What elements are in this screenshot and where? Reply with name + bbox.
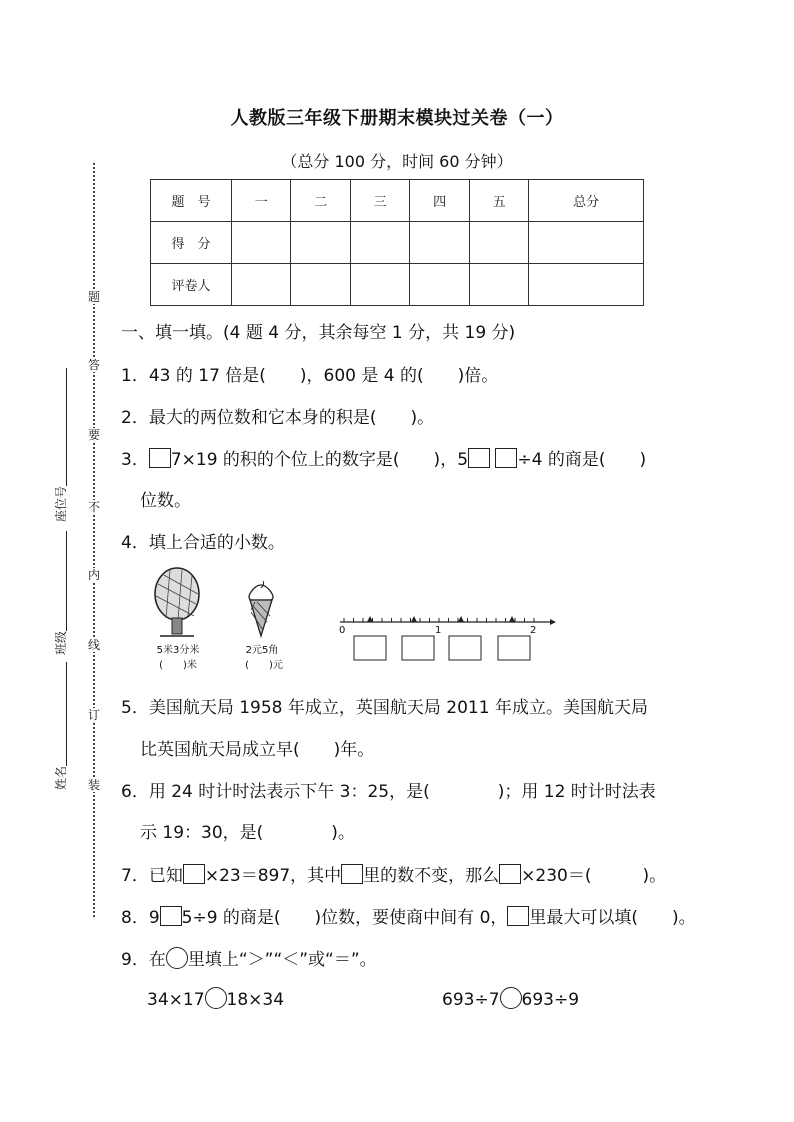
score-table-header: 二 bbox=[291, 180, 350, 222]
compare-circle[interactable] bbox=[500, 987, 522, 1009]
seat-number-field[interactable] bbox=[52, 368, 69, 522]
grader-cell[interactable] bbox=[291, 264, 350, 306]
grader-cell[interactable] bbox=[469, 264, 528, 306]
question-5: 5．美国航天局 1958 年成立，英国航天局 2011 年成立。美国航天局 bbox=[121, 698, 648, 718]
compare-circle[interactable] bbox=[205, 987, 227, 1009]
binding-char: 不 bbox=[87, 500, 100, 514]
question-6-cont: 示 19：30，是( )。 bbox=[140, 823, 355, 843]
question-6: 6．用 24 时计时法表示下午 3：25，是( )；用 12 时计时法表 bbox=[121, 782, 656, 802]
blank-box[interactable] bbox=[499, 864, 521, 884]
question-2: 2．最大的两位数和它本身的积是( )。 bbox=[121, 408, 435, 428]
page-subtitle: （总分 100 分，时间 60 分钟） bbox=[281, 152, 513, 171]
score-table bbox=[150, 179, 644, 306]
binding-char: 答 bbox=[87, 358, 100, 372]
score-cell[interactable] bbox=[529, 222, 644, 264]
binding-char: 装 bbox=[87, 778, 100, 792]
score-table-header: 总分 bbox=[529, 180, 644, 222]
binding-char: 要 bbox=[87, 428, 100, 442]
score-cell[interactable] bbox=[410, 222, 469, 264]
question-4: 4．填上合适的小数。 bbox=[121, 533, 285, 553]
number-line bbox=[330, 612, 560, 664]
score-cell[interactable] bbox=[232, 222, 291, 264]
score-row-label: 得 分 bbox=[151, 222, 232, 264]
grader-cell[interactable] bbox=[410, 264, 469, 306]
name-field[interactable] bbox=[52, 662, 69, 790]
page-title: 人教版三年级下册期末模块过关卷（一） bbox=[230, 108, 564, 129]
binding-dotted-line bbox=[93, 163, 95, 917]
score-cell[interactable] bbox=[469, 222, 528, 264]
tree-label: 5米3分米 bbox=[156, 645, 200, 656]
ice-cream-icon bbox=[245, 578, 277, 640]
score-cell[interactable] bbox=[350, 222, 409, 264]
compare-circle[interactable] bbox=[166, 947, 188, 969]
score-table-header: 三 bbox=[350, 180, 409, 222]
number-line-tick-2: 2 bbox=[530, 625, 537, 636]
tree-blank[interactable]: ( )米 bbox=[159, 660, 197, 671]
grader-cell[interactable] bbox=[529, 264, 644, 306]
grader-cell[interactable] bbox=[350, 264, 409, 306]
blank-box[interactable] bbox=[183, 864, 205, 884]
question-7: 7．已知 ×23＝897，其中 里的数不变，那么 ×230＝( )。 bbox=[121, 866, 667, 886]
score-table-header: 五 bbox=[469, 180, 528, 222]
name-label: 姓名 bbox=[54, 765, 68, 790]
question-5-cont: 比英国航天局成立早( )年。 bbox=[140, 740, 375, 760]
number-line-tick-1: 1 bbox=[435, 625, 442, 636]
binding-char: 订 bbox=[87, 708, 100, 722]
number-line-tick-0: 0 bbox=[339, 625, 346, 636]
score-table-header: 题 号 bbox=[151, 180, 232, 222]
binding-char: 线 bbox=[87, 638, 100, 652]
score-cell[interactable] bbox=[291, 222, 350, 264]
question-1: 1．43 的 17 倍是( )，600 是 4 的( )倍。 bbox=[121, 366, 499, 386]
ice-cream-blank[interactable]: ( )元 bbox=[245, 660, 283, 671]
blank-box[interactable] bbox=[160, 906, 182, 926]
blank-box[interactable] bbox=[149, 448, 171, 468]
score-row-label: 评卷人 bbox=[151, 264, 232, 306]
class-label: 班级 bbox=[54, 630, 68, 655]
question-9-right: 693÷7 693÷9 bbox=[442, 987, 579, 1010]
blank-box[interactable] bbox=[341, 864, 363, 884]
question-3-cont: 位数。 bbox=[140, 491, 191, 511]
blank-box[interactable] bbox=[468, 448, 490, 468]
seat-number-label: 座位号 bbox=[54, 485, 68, 522]
binding-char: 内 bbox=[87, 568, 100, 582]
score-table-header: 一 bbox=[232, 180, 291, 222]
score-table-header-row bbox=[151, 180, 644, 222]
question-8: 8．9 5÷9 的商是( )位数，要使商中间有 0， 里最大可以填( )。 bbox=[121, 908, 696, 928]
binding-char: 题 bbox=[87, 290, 100, 304]
blank-box[interactable] bbox=[507, 906, 529, 926]
question-9-left: 34×17 18×34 bbox=[147, 987, 284, 1010]
tree-icon bbox=[150, 566, 204, 640]
score-table-header: 四 bbox=[410, 180, 469, 222]
blank-box[interactable] bbox=[495, 448, 517, 468]
class-field[interactable] bbox=[52, 531, 69, 655]
ice-cream-label: 2元5角 bbox=[245, 645, 279, 656]
score-table-row bbox=[151, 264, 644, 306]
question-9: 9．在 里填上“＞”“＜”或“＝”。 bbox=[121, 945, 377, 970]
section-heading: 一、填一填。(4 题 4 分，其余每空 1 分，共 19 分) bbox=[121, 323, 516, 343]
score-table-row bbox=[151, 222, 644, 264]
grader-cell[interactable] bbox=[232, 264, 291, 306]
question-3: 3． 7×19 的积的个位上的数字是( )，5 ÷4 的商是( ) bbox=[121, 450, 647, 470]
